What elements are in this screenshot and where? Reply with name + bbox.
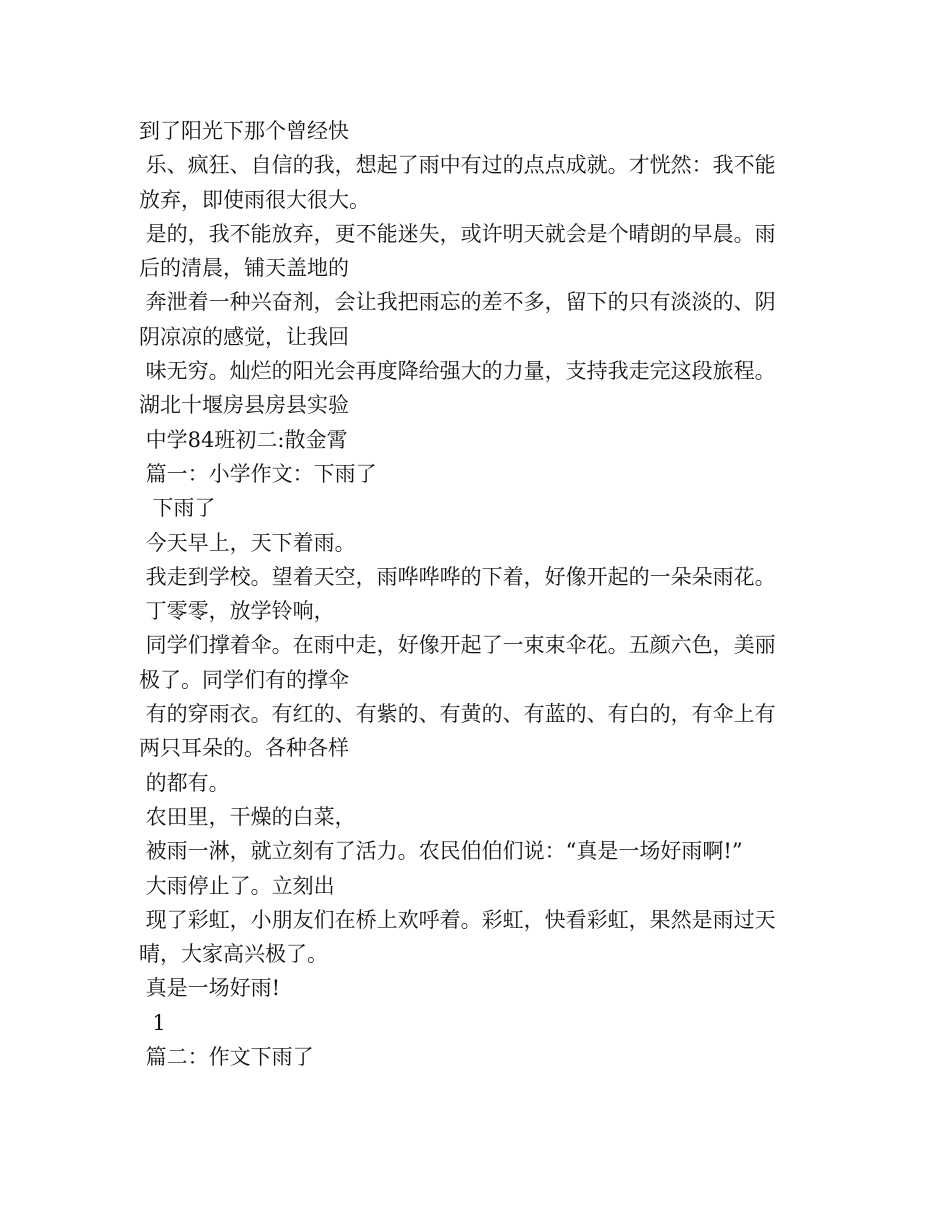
text-line: 乐、疯狂、自信的我，想起了雨中有过的点点成就。才恍然：我不能 [139, 153, 776, 178]
text-line: 两只耳朵的。各种各样 [139, 736, 349, 761]
essay-title: 下雨了 [139, 496, 216, 521]
text-line: 的都有。 [139, 770, 230, 795]
text-line: 今天早上，天下着雨。 [139, 530, 356, 555]
text-line: 味无穷。灿烂的阳光会再度降给强大的力量，支持我走完这段旅程。 [139, 359, 776, 384]
section-heading: 篇一：小学作文：下雨了 [139, 461, 377, 486]
text-line: 奔泄着一种兴奋剂，会让我把雨忘的差不多，留下的只有淡淡的、阴 [139, 290, 776, 315]
text-line: 丁零零，放学铃响， [139, 599, 335, 624]
author-line: 中学84班初二:散金霄 [139, 427, 348, 452]
text-line: 晴，大家高兴极了。 [139, 942, 328, 967]
text-line: 有的穿雨衣。有红的、有紫的、有黄的、有蓝的、有白的，有伞上有 [139, 702, 776, 727]
text-line: 同学们撑着伞。在雨中走，好像开起了一束束伞花。五颜六色，美丽 [139, 633, 776, 658]
text-line: 被雨一淋，就立刻有了活力。农民伯伯们说：“真是一场好雨啊!” [139, 839, 743, 864]
text-line: 我走到学校。望着天空，雨哗哗哗的下着，好像开起的一朵朵雨花。 [139, 564, 776, 589]
text-line: 后的清晨，铺天盖地的 [139, 256, 349, 281]
text-line: 大雨停止了。立刻出 [139, 873, 335, 898]
text-line: 农田里，干燥的白菜， [139, 804, 356, 829]
text-line: 阴凉凉的感觉，让我回 [139, 324, 349, 349]
text-line: 极了。同学们有的撑伞 [139, 667, 349, 692]
text-line: 是的，我不能放弃，更不能迷失，或许明天就会是个晴朗的早晨。雨 [139, 221, 776, 246]
text-line: 湖北十堰房县房县实验 [139, 393, 349, 418]
text-line: 真是一场好雨! [139, 976, 281, 1001]
text-line: 现了彩虹，小朋友们在桥上欢呼着。彩虹，快看彩虹，果然是雨过天 [139, 907, 776, 932]
page-number: 1 [139, 1010, 166, 1035]
text-line: 放弃，即使雨很大很大。 [139, 187, 370, 212]
section-heading: 篇二：作文下雨了 [139, 1045, 314, 1070]
document-body [139, 114, 819, 1074]
text-line: 到了阳光下那个曾经快 [139, 119, 349, 143]
